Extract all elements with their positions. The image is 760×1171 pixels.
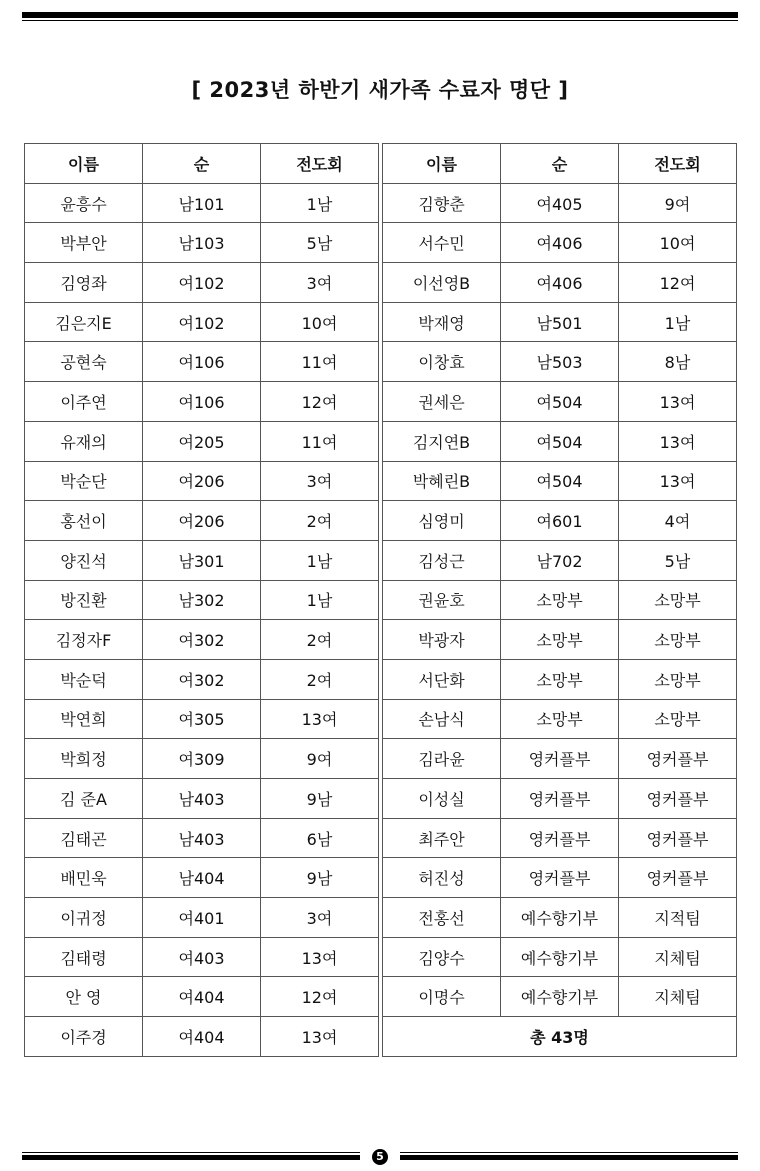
- table-row: [25, 342, 379, 382]
- cell-group: 여102: [143, 302, 261, 342]
- cell-mission: 13여: [261, 1017, 379, 1057]
- cell-mission: 소망부: [619, 659, 737, 699]
- table-row: [383, 342, 737, 382]
- table-row: [383, 898, 737, 938]
- cell-name: 김양수: [383, 937, 501, 977]
- cell-group: 여205: [143, 421, 261, 461]
- cell-group: 여404: [143, 977, 261, 1017]
- roster-table-left: [24, 143, 379, 1057]
- cell-mission: 12여: [619, 263, 737, 303]
- cell-name: 김태곤: [25, 818, 143, 858]
- cell-name: 김은지E: [25, 302, 143, 342]
- table-row: [383, 183, 737, 223]
- cell-name: 박연희: [25, 699, 143, 739]
- cell-name: 서수민: [383, 223, 501, 263]
- cell-mission: 3여: [261, 263, 379, 303]
- table-row: [25, 858, 379, 898]
- table-row: [383, 858, 737, 898]
- cell-group: 여504: [501, 461, 619, 501]
- cell-group: 남403: [143, 779, 261, 819]
- cell-name: 유재의: [25, 421, 143, 461]
- cell-group: 영커플부: [501, 779, 619, 819]
- bottom-rule: [22, 1150, 738, 1164]
- table-row: [25, 898, 379, 938]
- table-row: [383, 818, 737, 858]
- cell-group: 예수향기부: [501, 898, 619, 938]
- table-row: [25, 620, 379, 660]
- cell-group: 여504: [501, 421, 619, 461]
- cell-name: 김정자F: [25, 620, 143, 660]
- cell-mission: 9여: [619, 183, 737, 223]
- cell-group: 영커플부: [501, 739, 619, 779]
- top-rule: [22, 12, 738, 21]
- table-row: [25, 739, 379, 779]
- cell-mission: 13여: [619, 382, 737, 422]
- cell-group: 여406: [501, 263, 619, 303]
- cell-mission: 지체팀: [619, 937, 737, 977]
- cell-group: 남302: [143, 580, 261, 620]
- table-row: [383, 382, 737, 422]
- cell-group: 소망부: [501, 580, 619, 620]
- cell-group: 남403: [143, 818, 261, 858]
- table-row: [383, 501, 737, 541]
- cell-name: 이주경: [25, 1017, 143, 1057]
- cell-mission: 5남: [261, 223, 379, 263]
- cell-group: 영커플부: [501, 818, 619, 858]
- cell-mission: 소망부: [619, 620, 737, 660]
- cell-name: 김태령: [25, 937, 143, 977]
- cell-name: 방진환: [25, 580, 143, 620]
- header-name: 이름: [25, 144, 143, 184]
- cell-name: 이성실: [383, 779, 501, 819]
- cell-group: 소망부: [501, 620, 619, 660]
- cell-mission: 2여: [261, 620, 379, 660]
- table-row: [383, 421, 737, 461]
- cell-name: 김성근: [383, 540, 501, 580]
- table-row: [25, 263, 379, 303]
- cell-name: 최주안: [383, 818, 501, 858]
- cell-name: 공현숙: [25, 342, 143, 382]
- table-row: [383, 302, 737, 342]
- total-row: [383, 1017, 737, 1057]
- cell-mission: 10여: [261, 302, 379, 342]
- cell-name: 이선영B: [383, 263, 501, 303]
- cell-mission: 13여: [619, 461, 737, 501]
- table-row: [383, 779, 737, 819]
- table-row: [25, 1017, 379, 1057]
- table-row: [383, 223, 737, 263]
- header-group: 순: [501, 144, 619, 184]
- table-row: [383, 977, 737, 1017]
- cell-name: 양진석: [25, 540, 143, 580]
- table-row: [25, 382, 379, 422]
- cell-mission: 2여: [261, 501, 379, 541]
- cell-name: 박부안: [25, 223, 143, 263]
- table-row: [383, 540, 737, 580]
- cell-group: 여601: [501, 501, 619, 541]
- cell-name: 손남식: [383, 699, 501, 739]
- header-group: 순: [143, 144, 261, 184]
- cell-mission: 13여: [619, 421, 737, 461]
- table-row: [383, 580, 737, 620]
- page-title: [ 2023년 하반기 새가족 수료자 명단 ]: [191, 78, 569, 102]
- cell-mission: 11여: [261, 421, 379, 461]
- cell-mission: 12여: [261, 977, 379, 1017]
- cell-mission: 10여: [619, 223, 737, 263]
- cell-mission: 영커플부: [619, 779, 737, 819]
- cell-mission: 1남: [261, 183, 379, 223]
- cell-group: 여102: [143, 263, 261, 303]
- table-row: [383, 263, 737, 303]
- table-row: [25, 779, 379, 819]
- header-name: 이름: [383, 144, 501, 184]
- cell-group: 여206: [143, 461, 261, 501]
- cell-mission: 3여: [261, 461, 379, 501]
- cell-group: 여106: [143, 342, 261, 382]
- table-row: [25, 818, 379, 858]
- cell-group: 여405: [501, 183, 619, 223]
- cell-name: 김지연B: [383, 421, 501, 461]
- cell-group: 남103: [143, 223, 261, 263]
- cell-mission: 2여: [261, 659, 379, 699]
- cell-mission: 1남: [261, 540, 379, 580]
- cell-group: 여403: [143, 937, 261, 977]
- cell-group: 여206: [143, 501, 261, 541]
- header-row: [25, 144, 379, 184]
- table-row: [25, 580, 379, 620]
- cell-name: 박순덕: [25, 659, 143, 699]
- cell-group: 여504: [501, 382, 619, 422]
- cell-group: 예수향기부: [501, 977, 619, 1017]
- table-row: [383, 739, 737, 779]
- cell-mission: 1남: [619, 302, 737, 342]
- cell-mission: 6남: [261, 818, 379, 858]
- cell-name: 박희정: [25, 739, 143, 779]
- table-row: [25, 421, 379, 461]
- table-row: [25, 461, 379, 501]
- table-row: [383, 620, 737, 660]
- cell-mission: 11여: [261, 342, 379, 382]
- cell-group: 여106: [143, 382, 261, 422]
- cell-group: 남301: [143, 540, 261, 580]
- cell-name: 배민욱: [25, 858, 143, 898]
- cell-name: 이귀정: [25, 898, 143, 938]
- page-number: 5: [372, 1149, 388, 1165]
- cell-group: 여302: [143, 659, 261, 699]
- cell-name: 권세은: [383, 382, 501, 422]
- table-row: [383, 937, 737, 977]
- table-row: [25, 302, 379, 342]
- cell-group: 여401: [143, 898, 261, 938]
- cell-name: 서단화: [383, 659, 501, 699]
- cell-name: 이주연: [25, 382, 143, 422]
- cell-name: 김라윤: [383, 739, 501, 779]
- table-row: [25, 659, 379, 699]
- cell-mission: 지적팀: [619, 898, 737, 938]
- header-mission: 전도회: [619, 144, 737, 184]
- cell-name: 박광자: [383, 620, 501, 660]
- roster-table-right: [382, 143, 737, 1057]
- cell-name: 이창효: [383, 342, 501, 382]
- cell-name: 전홍선: [383, 898, 501, 938]
- cell-name: 김영좌: [25, 263, 143, 303]
- table-row: [383, 659, 737, 699]
- cell-group: 여406: [501, 223, 619, 263]
- cell-name: 김향춘: [383, 183, 501, 223]
- table-row: [25, 977, 379, 1017]
- cell-mission: 12여: [261, 382, 379, 422]
- cell-mission: 9남: [261, 858, 379, 898]
- cell-group: 남702: [501, 540, 619, 580]
- table-row: [25, 223, 379, 263]
- cell-name: 박재영: [383, 302, 501, 342]
- cell-name: 이명수: [383, 977, 501, 1017]
- table-row: [383, 699, 737, 739]
- cell-group: 여404: [143, 1017, 261, 1057]
- cell-mission: 영커플부: [619, 739, 737, 779]
- table-row: [383, 461, 737, 501]
- cell-mission: 영커플부: [619, 858, 737, 898]
- header-mission: 전도회: [261, 144, 379, 184]
- cell-mission: 소망부: [619, 699, 737, 739]
- table-row: [25, 699, 379, 739]
- cell-group: 여309: [143, 739, 261, 779]
- cell-name: 심영미: [383, 501, 501, 541]
- table-row: [25, 501, 379, 541]
- cell-mission: 9남: [261, 779, 379, 819]
- cell-mission: 영커플부: [619, 818, 737, 858]
- table-row: [25, 540, 379, 580]
- cell-group: 소망부: [501, 699, 619, 739]
- cell-mission: 9여: [261, 739, 379, 779]
- header-row: [383, 144, 737, 184]
- total-count: 총 43명: [383, 1017, 737, 1057]
- cell-group: 남501: [501, 302, 619, 342]
- cell-name: 허진성: [383, 858, 501, 898]
- cell-mission: 소망부: [619, 580, 737, 620]
- cell-name: 홍선이: [25, 501, 143, 541]
- cell-name: 박순단: [25, 461, 143, 501]
- cell-name: 윤흥수: [25, 183, 143, 223]
- cell-mission: 8남: [619, 342, 737, 382]
- cell-mission: 1남: [261, 580, 379, 620]
- cell-mission: 13여: [261, 699, 379, 739]
- cell-group: 남503: [501, 342, 619, 382]
- cell-mission: 4여: [619, 501, 737, 541]
- cell-name: 안 영: [25, 977, 143, 1017]
- cell-group: 예수향기부: [501, 937, 619, 977]
- cell-mission: 13여: [261, 937, 379, 977]
- cell-name: 박혜린B: [383, 461, 501, 501]
- cell-group: 소망부: [501, 659, 619, 699]
- table-row: [25, 937, 379, 977]
- cell-mission: 5남: [619, 540, 737, 580]
- cell-group: 여302: [143, 620, 261, 660]
- table-row: [25, 183, 379, 223]
- cell-name: 김 준A: [25, 779, 143, 819]
- cell-name: 권윤호: [383, 580, 501, 620]
- cell-group: 영커플부: [501, 858, 619, 898]
- cell-group: 남101: [143, 183, 261, 223]
- cell-mission: 3여: [261, 898, 379, 938]
- cell-group: 여305: [143, 699, 261, 739]
- cell-mission: 지체팀: [619, 977, 737, 1017]
- cell-group: 남404: [143, 858, 261, 898]
